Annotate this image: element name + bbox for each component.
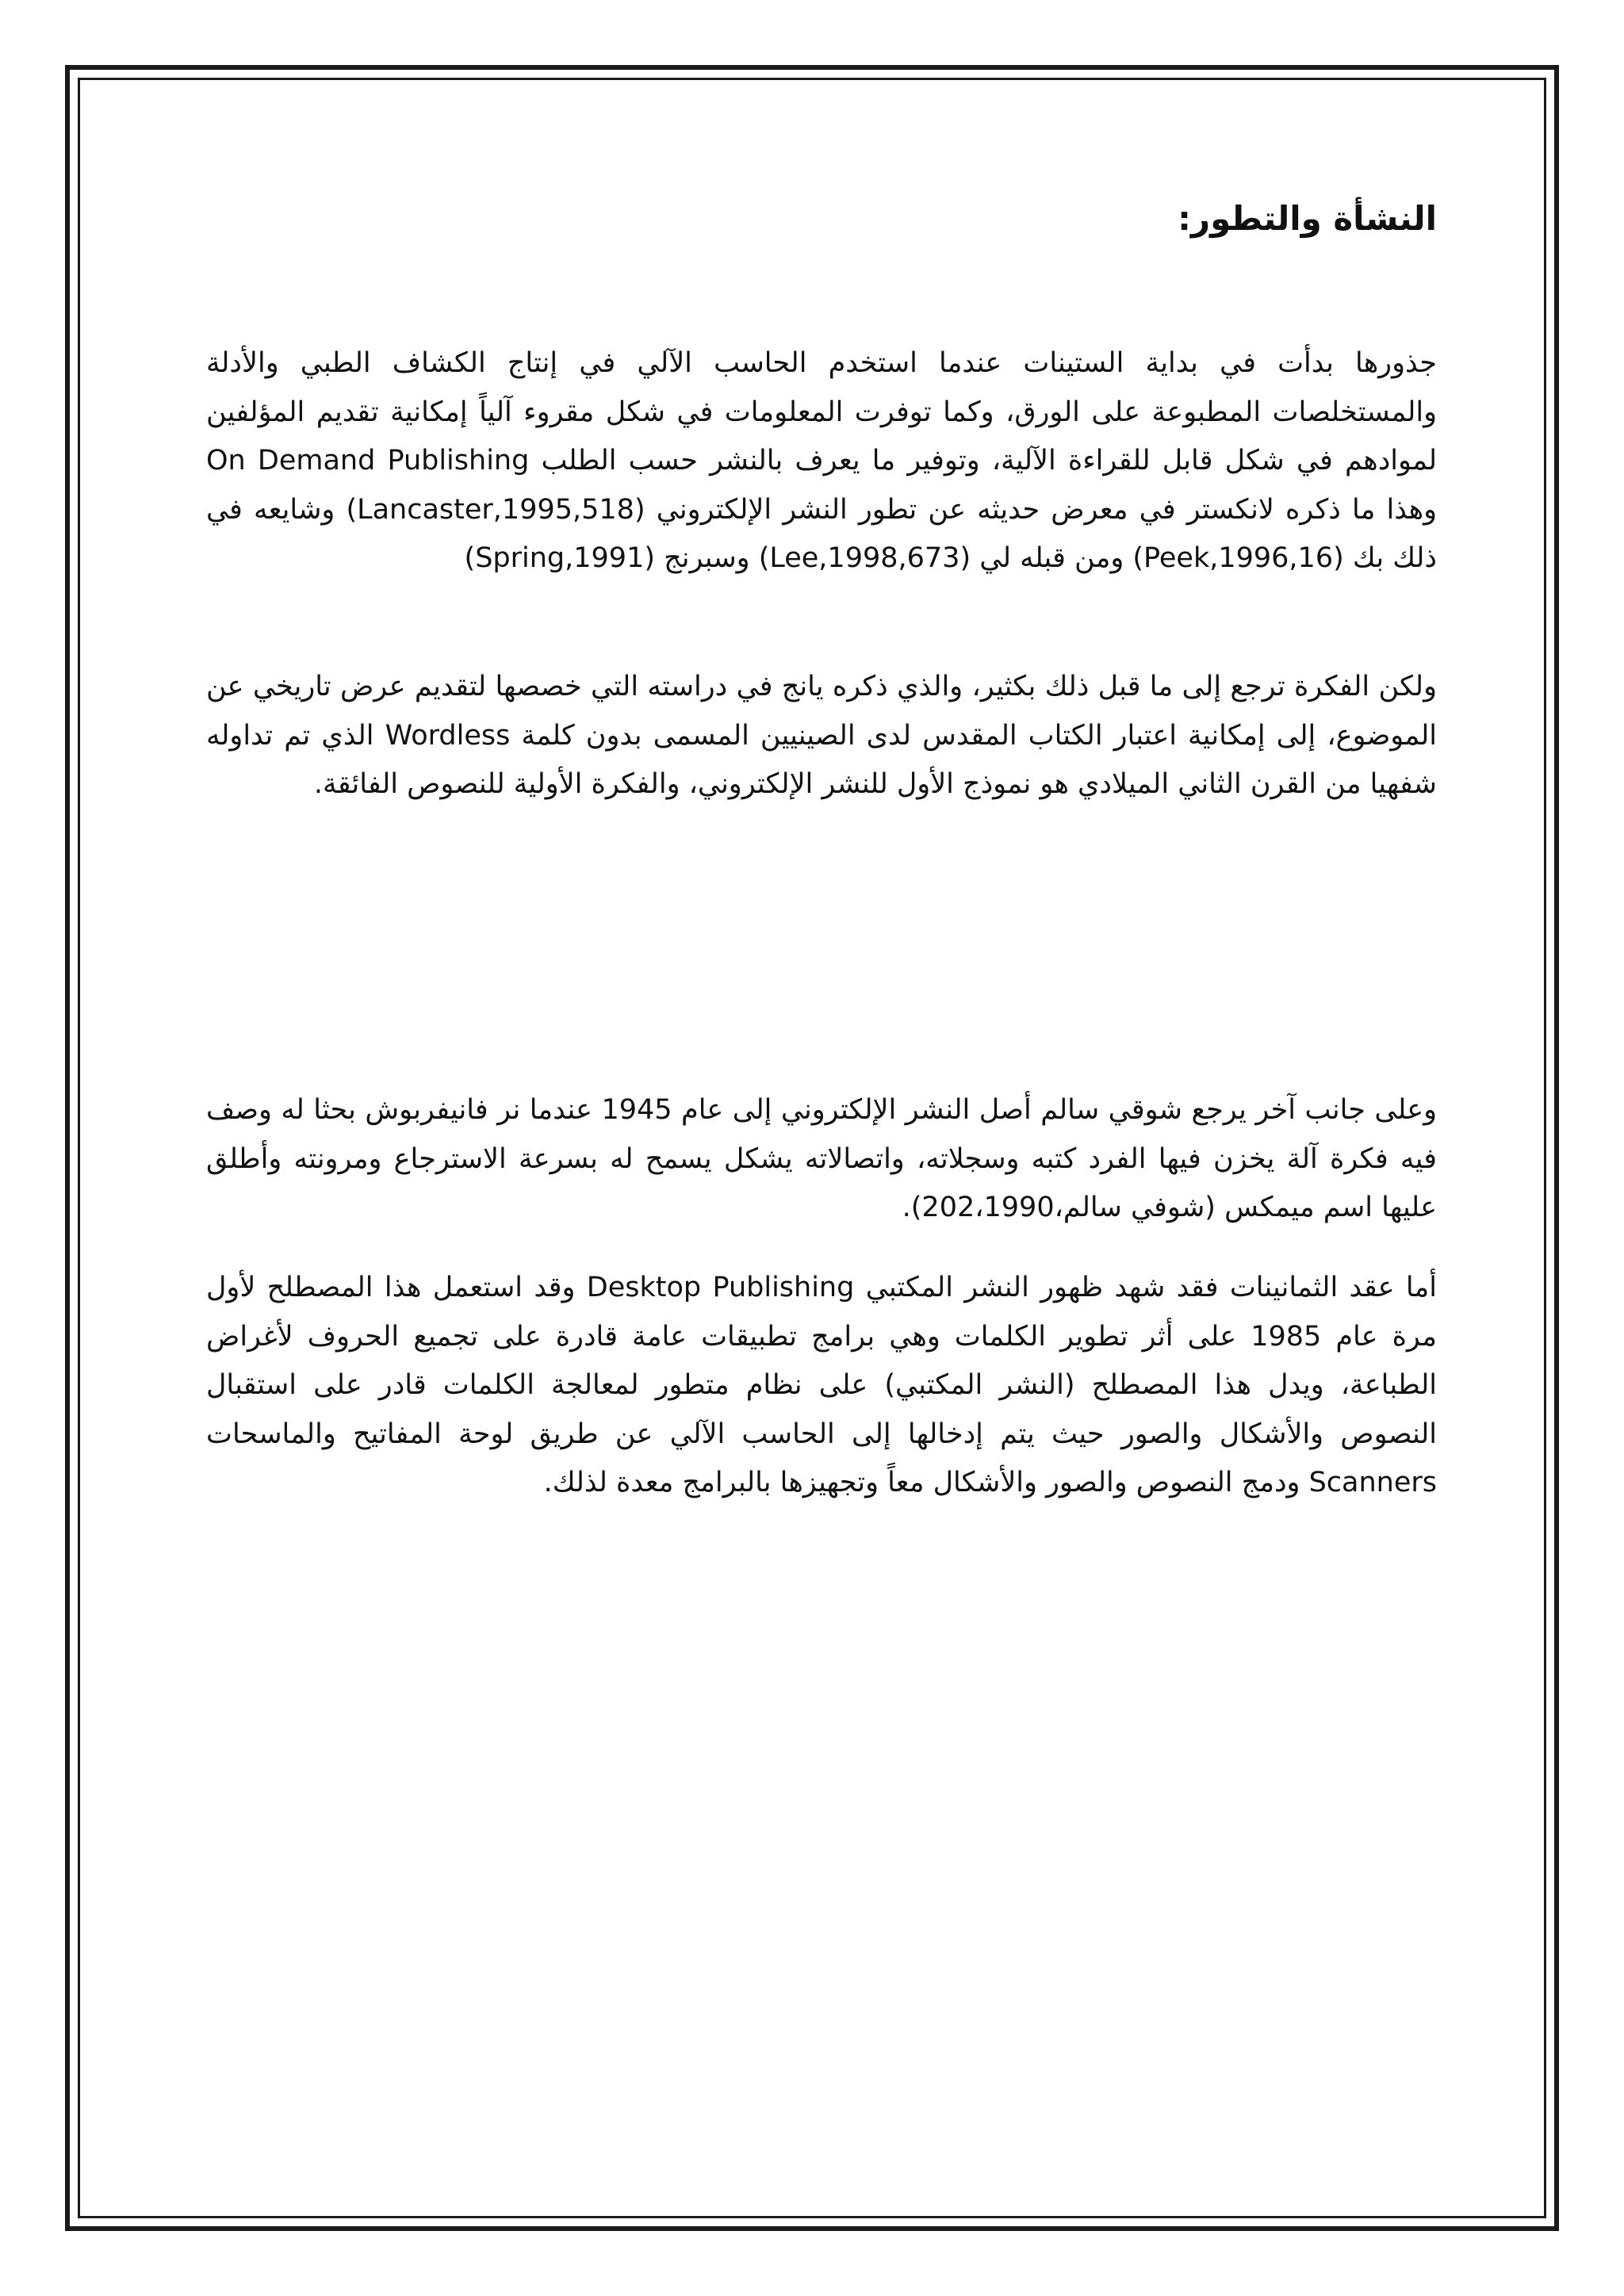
paragraph-origins: جذورها بدأت في بداية الستينات عندما استخدم الحاسب الآلي في إنتاج الكشاف الطبي والأدلة والمستخلصات المطبوعة على الورق، وكما توفرت المعلومات في شكل مقروء آلياً إمكانية تقديم المؤلفين لموادهم في شكل قابل للقراءة الآلية، وتوفير ما يعرف بالنشر حسب الطلب On Demand Publishing وهذا ما ذكره لانكستر في معرض حديثه عن تطور النشر الإلكتروني (Lancaster,1995,518) وشايعه في ذلك بك (Peek,1996,16) ومن قبله لي (Lee,1998,673) وسبرنج (Spring,1991): [206, 347, 1437, 574]
paragraph-desktop-publishing: أما عقد الثمانينات فقد شهد ظهور النشر المكتبي Desktop Publishing وقد استعمل هذا المصطلح لأول مرة عام 1985 على أثر تطوير الكلمات وهي برامج تطبيقات عامة قادرة على تجميع الحروف لأغراض الطباعة، ويدل هذا المصطلح (النشر المكتبي) على نظام متطور لمعالجة الكلمات قادر على استقبال النصوص والأشكال والصور حيث يتم إدخالها إلى الحاسب الآلي عن طريق لوحة المفاتيح والماسحات Scanners ودمج النصوص والصور والأشكال معاً وتجهيزها بالبرامج معدة لذلك.: [206, 1272, 1437, 1498]
section-heading: النشأة والتطور:: [1178, 199, 1437, 238]
paragraph-memex: وعلى جانب آخر يرجع شوقي سالم أصل النشر الإلكتروني إلى عام 1945 عندما نر فانيفربوش بحثا له وصف فيه فكرة آلة يخزن فيها الفرد كتبه وسجلاته، واتصالاته يشكل يسمح له بسرعة الاسترجاع ومرونته وأطلق عليها اسم ميمكس (شوفي سالم،202،1990).: [206, 1094, 1437, 1223]
paragraph-earlier-idea: ولكن الفكرة ترجع إلى ما قبل ذلك بكثير، والذي ذكره يانج في دراسته التي خصصها لتقديم عرض تاريخي عن الموضوع، إلى إمكانية اعتبار الكتاب المقدس لدى الصينيين المسمى بدون كلمة Wordless الذي تم تداوله شفهيا من القرن الثاني الميلادي هو نموذج الأول للنشر الإلكتروني، والفكرة الأولية للنصوص الفائقة.: [206, 671, 1437, 800]
